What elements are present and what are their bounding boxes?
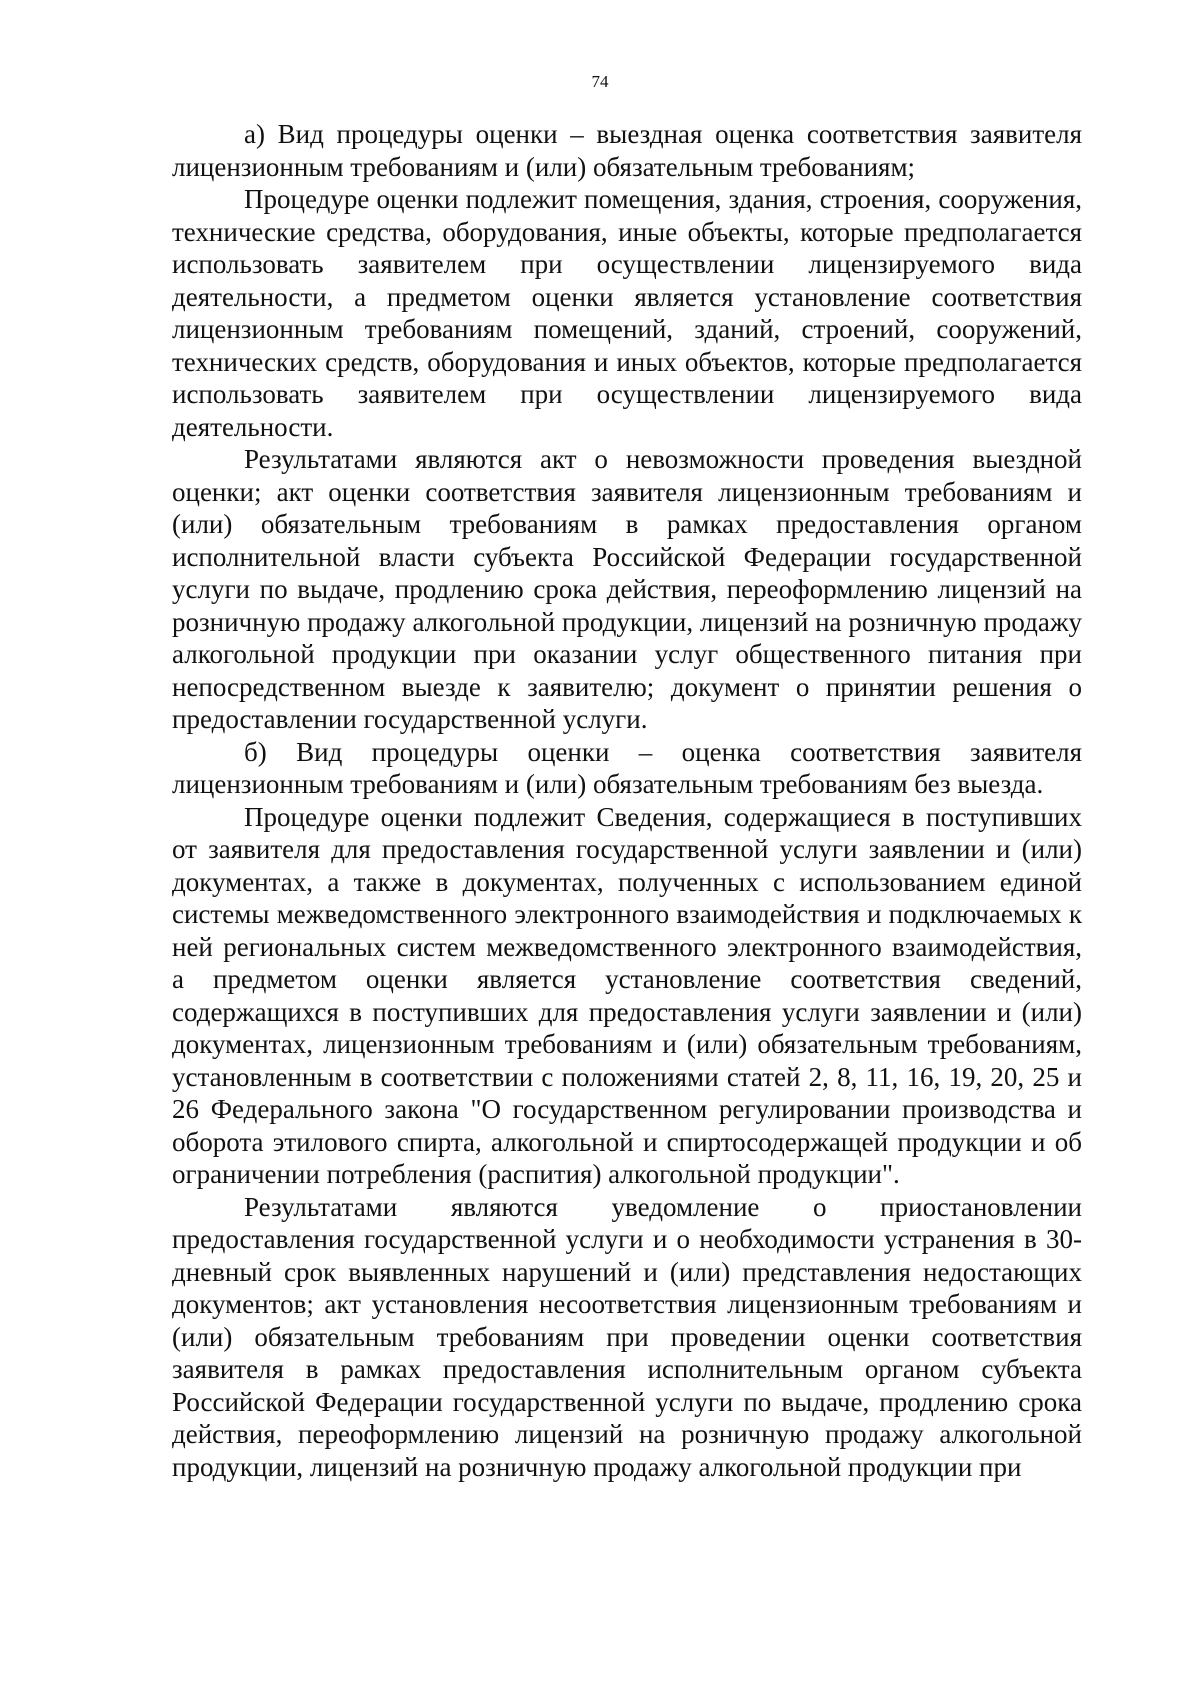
- paragraph-assessment-subject-b: Процедуре оценки подлежит Сведения, содержащиеся в поступивших от заявителя для предоставления государственной услуги заявлении и (или) документах, а также в документах, полученных с использованием единой системы межведомственного электронного взаимодействия и подключаемых к ней региональных систем межведомственного электронного взаимодействия, а предметом оценки является установление соответствия сведений, содержащихся в поступивших для предоставления услуги заявлении и (или) документах, лицензионным требованиям и (или) обязательным требованиям, установленным в соответствии с положениями статей 2, 8, 11, 16, 19, 20, 25 и 26 Федерального закона "О государственном регулировании производства и оборота этилового спирта, алкогольной и спиртосодержащей продукции и об ограничении потребления (распития) алкогольной продукции".: [172, 801, 1082, 1189]
- paragraph-assessment-subject-a: Процедуре оценки подлежит помещения, здания, строения, сооружения, технические средства, оборудования, иные объекты, которые предполагается использовать заявителем при осуществлении лицензируемого вида деятельности, а предметом оценки является установление соответствия лицензионным требованиям помещений, зданий, строений, сооружений, технических средств, оборудования и иных объектов, которые предполагается использовать заявителем при осуществлении лицензируемого вида деятельности.: [172, 184, 1082, 442]
- document-body: [172, 118, 1082, 1483]
- paragraph-procedure-a: а) Вид процедуры оценки – выездная оценка соответствия заявителя лицензионным требованиям и (или) обязательным требованиям;: [172, 119, 1082, 182]
- paragraph-results-a: Результатами являются акт о невозможности проведения выездной оценки; акт оценки соответствия заявителя лицензионным требованиям и (или) обязательным требованиям в рамках предоставления органом исполнительной власти субъекта Российской Федерации государственной услуги по выдаче, продлению срока действия, переоформлению лицензий на розничную продажу алкогольной продукции, лицензий на розничную продажу алкогольной продукции при оказании услуг общественного питания при непосредственном выезде к заявителю; документ о принятии решения о предоставлении государственной услуги.: [172, 444, 1082, 734]
- page-number: 74: [591, 72, 609, 91]
- paragraph-results-b: Результатами являются уведомление о приостановлении предоставления государственной услуги и о необходимости устранения в 30-дневный срок выявленных нарушений и (или) представления недостающих документов; акт установления несоответствия лицензионным требованиям и (или) обязательным требованиям при проведении оценки соответствия заявителя в рамках предоставления исполнительным органом субъекта Российской Федерации государственной услуги по выдаче, продлению срока действия, переоформлению лицензий на розничную продажу алкогольной продукции, лицензий на розничную продажу алкогольной продукции при: [172, 1191, 1082, 1482]
- paragraph-procedure-b: б) Вид процедуры оценки – оценка соответствия заявителя лицензионным требованиям и (или) обязательным требованиям без выезда.: [172, 736, 1082, 799]
